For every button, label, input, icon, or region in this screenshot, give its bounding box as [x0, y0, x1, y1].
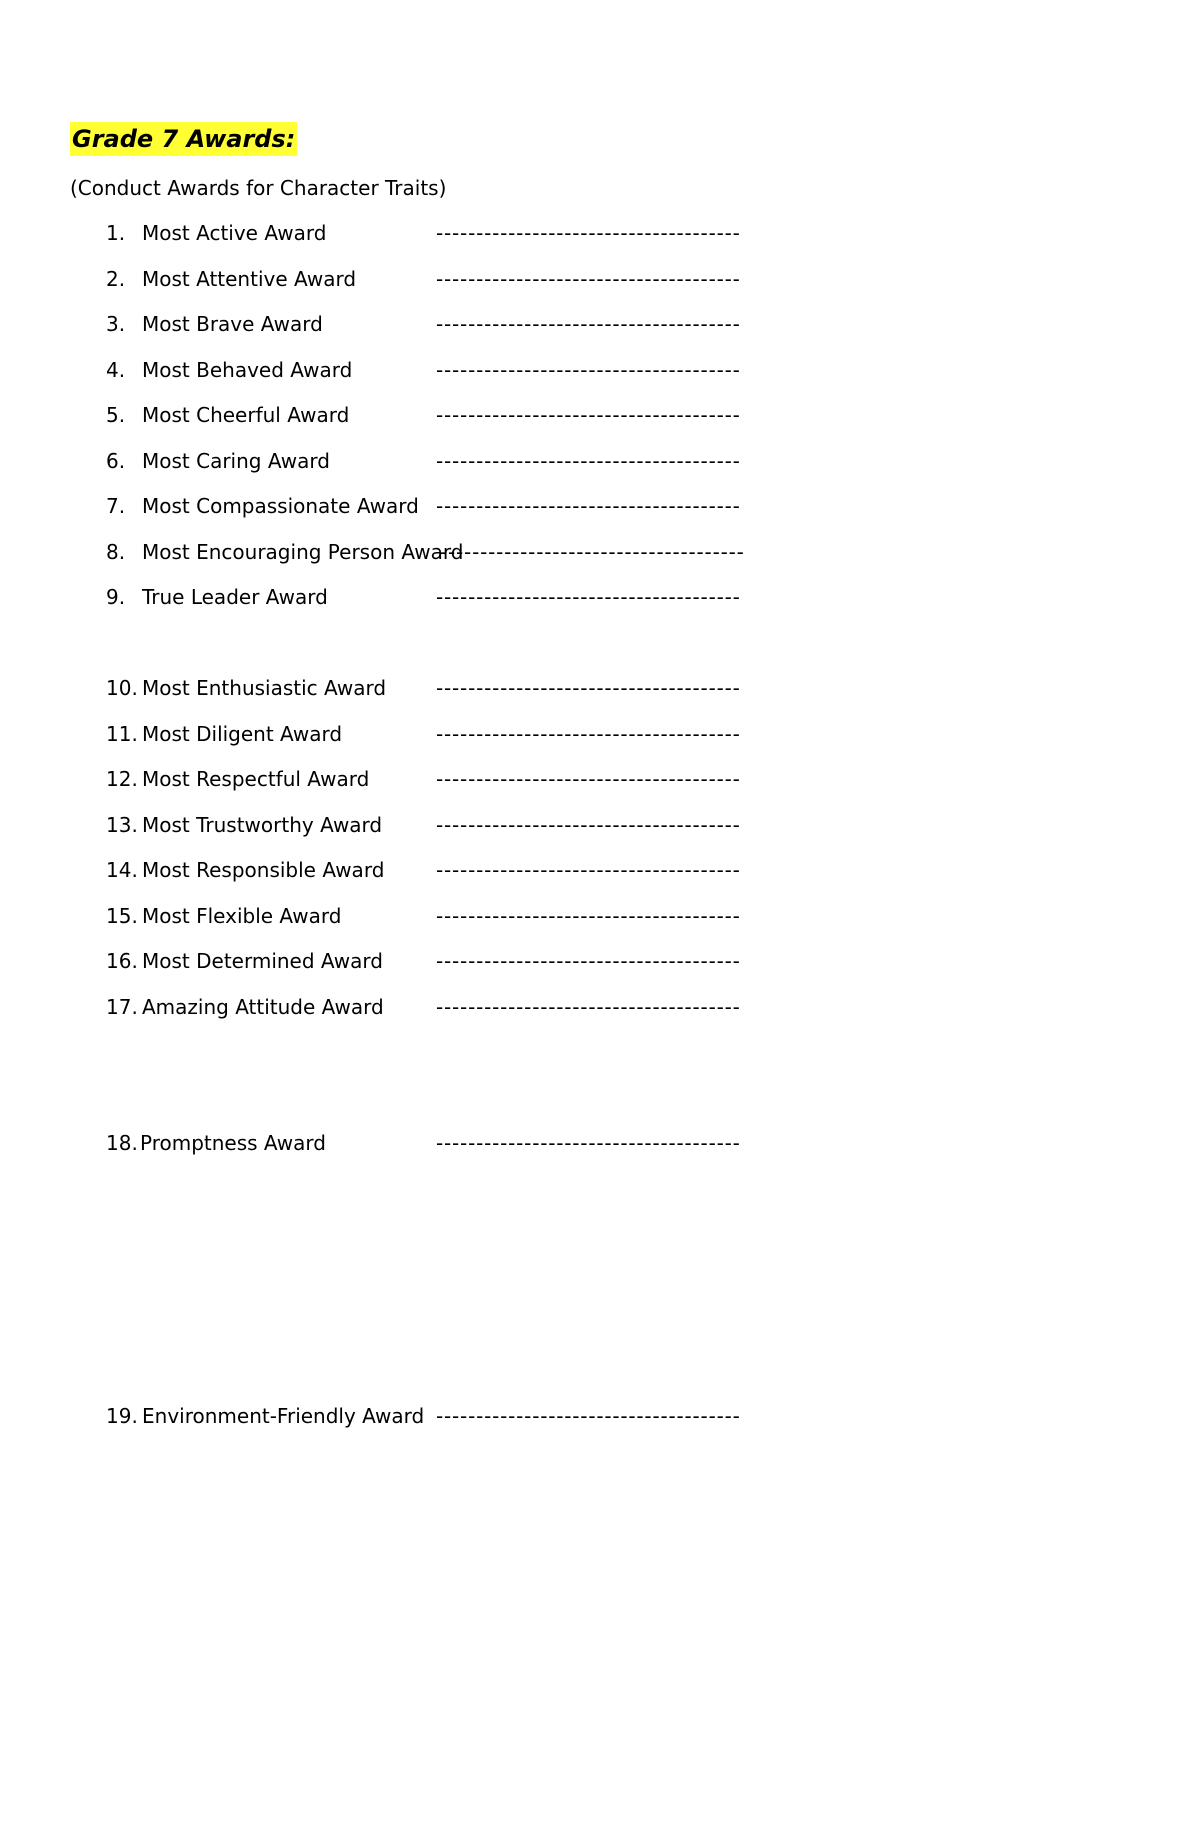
list-item — [106, 764, 786, 794]
item-label: Most Trustworthy Award — [142, 813, 383, 837]
item-blank-line: -------------------------------------- — [436, 722, 741, 746]
list-item — [106, 491, 786, 521]
item-label: Environment-Friendly Award — [142, 1404, 425, 1428]
item-number: 17. — [106, 995, 138, 1019]
list-item — [106, 218, 786, 248]
item-label: Most Responsible Award — [142, 858, 385, 882]
list-item — [106, 901, 786, 931]
item-number: 1. — [106, 221, 126, 245]
item-label: Most Enthusiastic Award — [142, 676, 387, 700]
item-number: 19. — [106, 1404, 138, 1428]
item-blank-line: -------------------------------------- — [436, 312, 741, 336]
page-title: Grade 7 Awards: — [70, 122, 297, 156]
item-number: 3. — [106, 312, 126, 336]
item-blank-line: -------------------------------------- — [436, 767, 741, 791]
item-label: Most Active Award — [142, 221, 327, 245]
item-number: 14. — [106, 858, 138, 882]
item-blank-line: -------------------------------------- — [436, 1404, 741, 1428]
item-number: 10. — [106, 676, 138, 700]
page-subtitle: (Conduct Awards for Character Traits) — [70, 176, 447, 200]
item-number: 6. — [106, 449, 126, 473]
item-number: 12. — [106, 767, 138, 791]
item-number: 2. — [106, 267, 126, 291]
item-label: Most Diligent Award — [142, 722, 343, 746]
item-blank-line: -------------------------------------- — [436, 358, 741, 382]
item-number: 15. — [106, 904, 138, 928]
item-blank-line: -------------------------------------- — [436, 494, 741, 518]
item-blank-line: -------------------------------------- — [436, 403, 741, 427]
list-item — [106, 355, 786, 385]
list-item — [106, 673, 786, 703]
item-number: 4. — [106, 358, 126, 382]
item-blank-line: -------------------------------------- — [436, 813, 741, 837]
item-label: Most Caring Award — [142, 449, 330, 473]
item-label: Promptness Award — [140, 1131, 326, 1155]
list-item — [106, 582, 786, 612]
list-item — [106, 810, 786, 840]
item-blank-line: -------------------------------------- — [436, 858, 741, 882]
item-blank-line: -------------------------------------- — [436, 676, 741, 700]
item-label: Amazing Attitude Award — [142, 995, 384, 1019]
item-label: Most Encouraging Person Award — [142, 540, 464, 564]
list-item — [106, 719, 786, 749]
item-label: Most Compassionate Award — [142, 494, 419, 518]
item-blank-line: -------------------------------------- — [436, 949, 741, 973]
item-label: Most Cheerful Award — [142, 403, 350, 427]
list-item — [106, 309, 786, 339]
item-label: True Leader Award — [142, 585, 328, 609]
item-number: 5. — [106, 403, 126, 427]
item-number: 18. — [106, 1131, 138, 1155]
item-blank-line: -------------------------------------- — [436, 221, 741, 245]
item-blank-line: -------------------------------------- — [436, 585, 741, 609]
item-label: Most Brave Award — [142, 312, 323, 336]
item-number: 8. — [106, 540, 126, 564]
list-item — [106, 855, 786, 885]
item-label: Most Behaved Award — [142, 358, 353, 382]
list-item — [106, 400, 786, 430]
item-number: 7. — [106, 494, 126, 518]
list-item — [106, 264, 786, 294]
item-label: Most Flexible Award — [142, 904, 342, 928]
item-blank-line: -------------------------------------- — [436, 449, 741, 473]
item-blank-line: -------------------------------------- — [436, 267, 741, 291]
item-label: Most Determined Award — [142, 949, 383, 973]
list-item — [106, 446, 786, 476]
item-number: 9. — [106, 585, 126, 609]
item-number: 16. — [106, 949, 138, 973]
item-number: 13. — [106, 813, 138, 837]
item-blank-line: -------------------------------------- — [436, 904, 741, 928]
item-blank-line: -------------------------------------- — [436, 1131, 741, 1155]
list-item — [106, 992, 786, 1022]
item-number: 11. — [106, 722, 138, 746]
list-item — [106, 1401, 786, 1431]
item-blank-line: -------------------------------------- — [440, 540, 745, 564]
item-blank-line: -------------------------------------- — [436, 995, 741, 1019]
list-item — [106, 946, 786, 976]
item-label: Most Attentive Award — [142, 267, 357, 291]
item-label: Most Respectful Award — [142, 767, 370, 791]
list-item — [106, 1128, 786, 1158]
list-item — [106, 537, 786, 567]
